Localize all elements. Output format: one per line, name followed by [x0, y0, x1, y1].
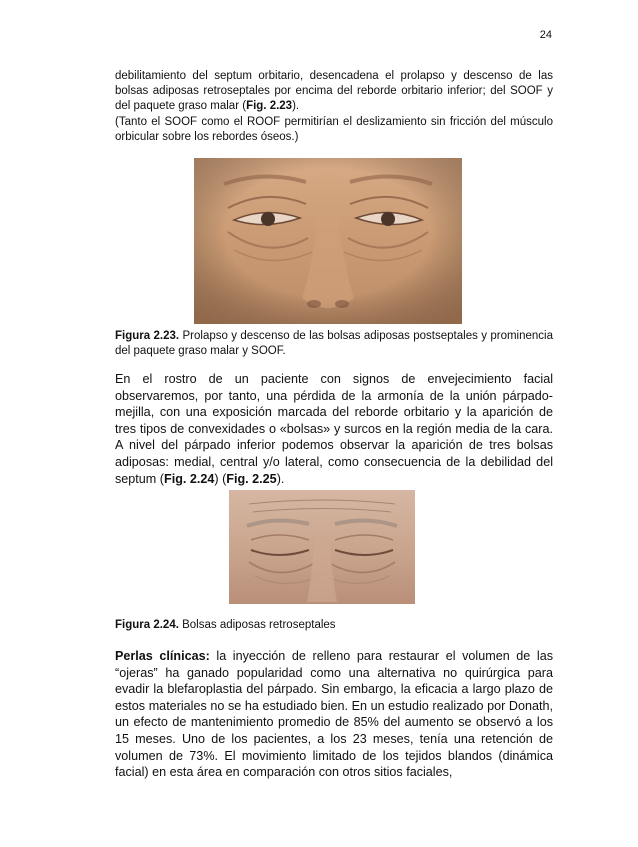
- paragraph-1-end: ).: [292, 100, 300, 112]
- paragraph-3-text: En el rostro de un paciente con signos de envejecimiento facial observaremos, por tanto, una pérdida de la armonía de la unión párpado-mejilla, con una exposición marcada del reborde orbitario y la aparición de tres tipos de convexidades o «bolsas» y surcos en la región media de la cara. A nivel del párpado inferior podemos observar la aparición de tres bolsas adiposas: medial, central y/o lateral, como consecuencia de la debilidad del septum (: [115, 372, 553, 486]
- paragraph-4: [115, 648, 553, 781]
- paragraph-3-mid: ) (: [214, 471, 227, 486]
- fig-2-25-reference: Fig. 2.25: [226, 471, 277, 486]
- figure-2-23-caption-text: Prolapso y descenso de las bolsas adiposas postseptales y prominencia del paquete graso malar y SOOF.: [115, 330, 553, 357]
- figure-2-24-caption: [115, 618, 553, 633]
- paragraph-3: [115, 371, 553, 487]
- paragraph-4-text: la inyección de relleno para restaurar el volumen de las “ojeras” ha ganado popularidad como una alternativa no quirúrgica para evadir la blefaroplastia del párpado. Sin embargo, la eficacia a largo plazo de estos materiales no se ha estudiado bien. En un estudio realizado por Donath, un efecto de mantenimiento promedio de 85% del aumento se observó a los 15 meses. Uno de los pacientes, a los 23 meses, tenía una retención de volumen de 73%. El movimiento limitado de los tejidos blandos (dinámica facial) en esta área en comparación con otros sitios faciales,: [115, 649, 553, 780]
- figure-2-24-caption-text: Bolsas adiposas retroseptales: [178, 619, 336, 631]
- paragraph-1-text: debilitamiento del septum orbitario, desencadena el prolapso y descenso de las bolsas adiposas retroseptales por encima del reborde orbitario inferior; del SOOF y del paquete graso malar (: [115, 70, 553, 112]
- figure-2-24-photo: [229, 490, 415, 604]
- page-number: 24: [539, 29, 552, 41]
- paragraph-3-end: ).: [276, 471, 285, 486]
- figure-2-23-label: Figura 2.23.: [115, 330, 180, 342]
- figure-2-23-caption: [115, 329, 553, 359]
- figure-2-24-label: Figura 2.24.: [115, 619, 179, 631]
- perlas-clinicas-label: Perlas clínicas:: [115, 649, 210, 663]
- figure-2-23-photo: [194, 158, 462, 324]
- paragraph-1: [115, 69, 553, 114]
- fig-2-24-reference: Fig. 2.24: [164, 471, 215, 486]
- fig-2-23-reference: Fig. 2.23: [246, 100, 293, 112]
- paragraph-2: (Tanto el SOOF como el ROOF permitirían el deslizamiento sin fricción del músculo orbicular sobre los rebordes óseos.): [115, 116, 553, 143]
